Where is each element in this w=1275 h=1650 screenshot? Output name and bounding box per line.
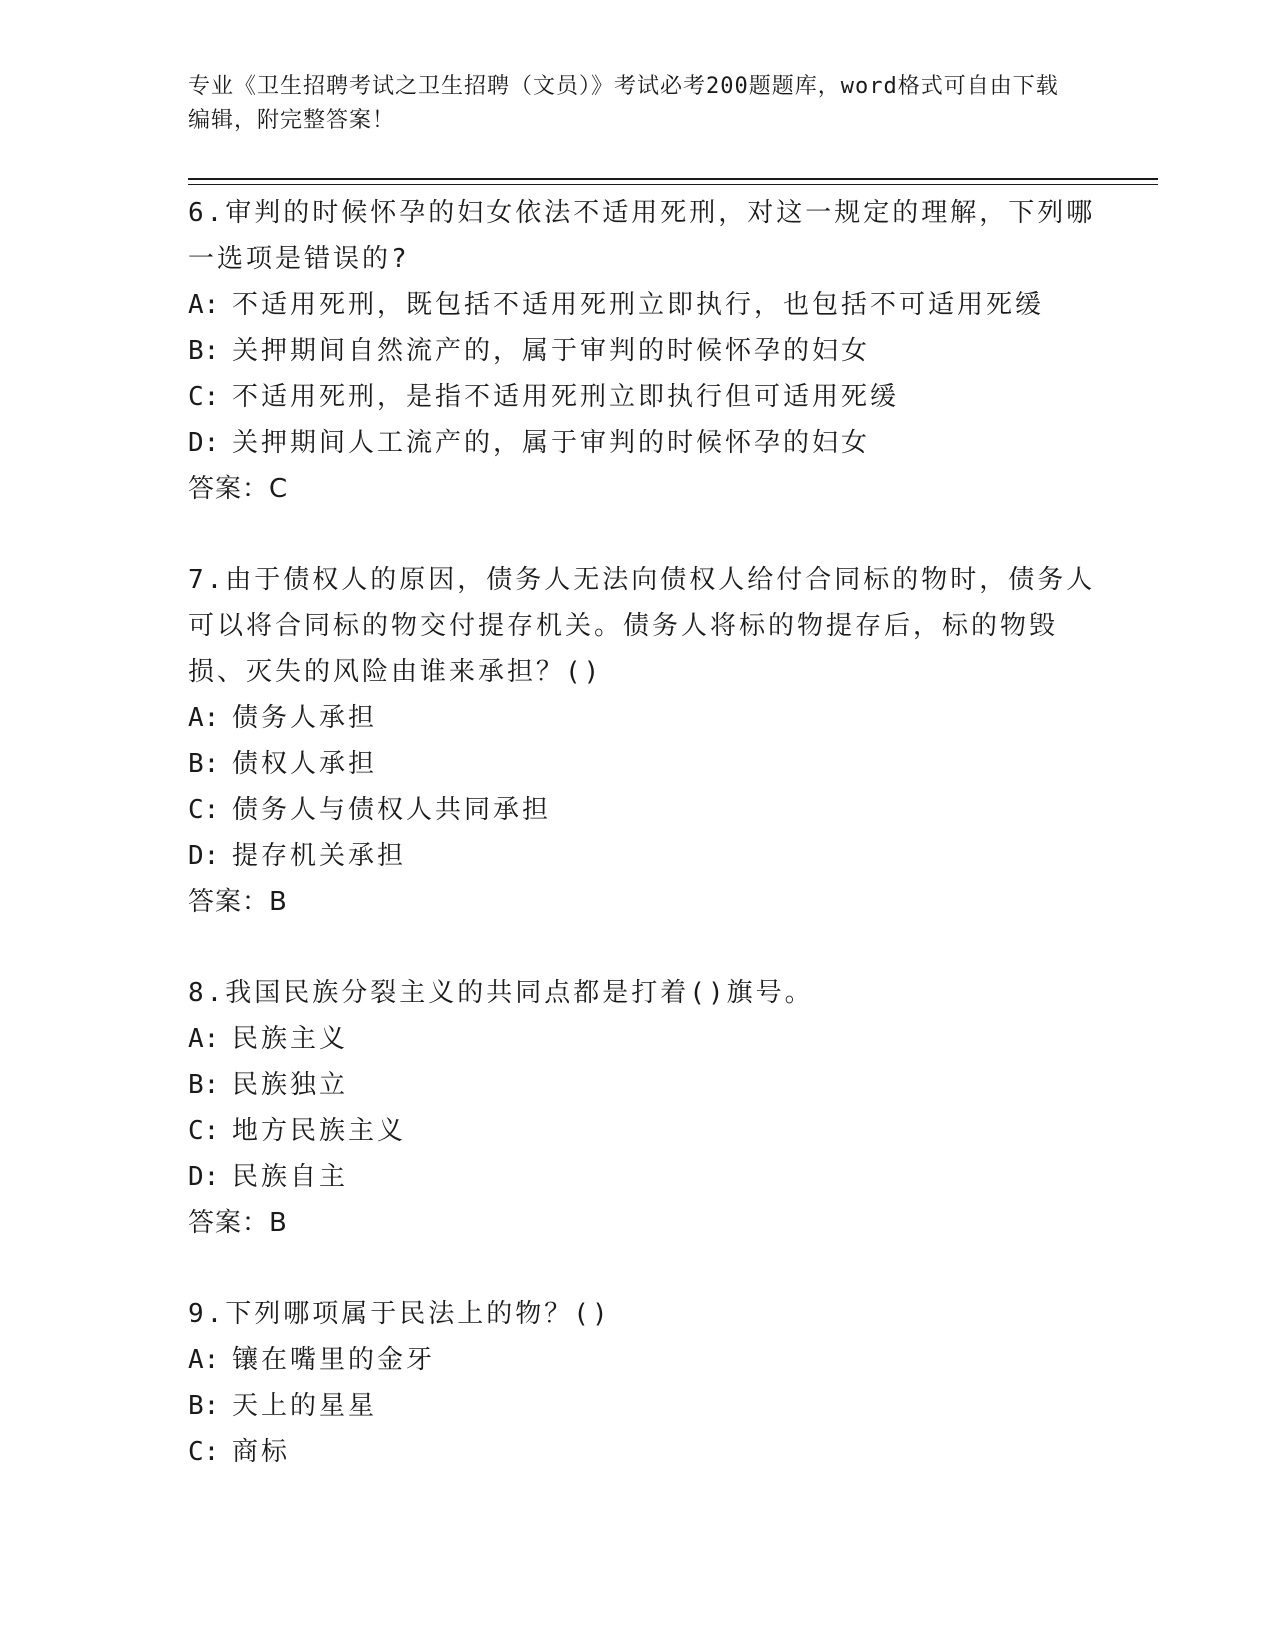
option-b <box>188 1383 1108 1429</box>
option-text: 民族独立 <box>232 1070 349 1100</box>
answer-line: 答案：C <box>188 474 289 504</box>
option-text: 镶在嘴里的金牙 <box>232 1345 436 1375</box>
answer-line: 答案：B <box>188 1208 288 1238</box>
option-d <box>188 1154 1108 1200</box>
option-a <box>188 282 1108 328</box>
option-text: 不适用死刑，既包括不适用死刑立即执行，也包括不可适用死缓 <box>232 290 1045 320</box>
option-d <box>188 833 1108 879</box>
option-text: 天上的星星 <box>232 1391 378 1421</box>
option-list <box>188 1337 1108 1475</box>
answer-line: 答案：B <box>188 887 288 917</box>
option-c <box>188 374 1108 420</box>
option-text: 不适用死刑，是指不适用死刑立即执行但可适用死缓 <box>232 382 900 412</box>
option-letter: D: <box>188 1162 220 1192</box>
option-letter: B: <box>188 336 220 366</box>
document-header: 专业《卫生招聘考试之卫生招聘（文员）》考试必考200题题库，word格式可自由下载编辑，附完整答案！ <box>188 74 1059 133</box>
question-9 <box>188 1291 1108 1475</box>
question-list <box>188 190 1108 1520</box>
option-text: 地方民族主义 <box>232 1116 407 1146</box>
option-letter: C: <box>188 382 220 412</box>
option-list <box>188 695 1108 879</box>
option-text: 关押期间人工流产的，属于审判的时候怀孕的妇女 <box>232 428 871 458</box>
option-letter: C: <box>188 795 220 825</box>
option-c <box>188 1429 1108 1475</box>
option-b <box>188 741 1108 787</box>
option-text: 商标 <box>232 1437 291 1467</box>
question-8 <box>188 970 1108 1246</box>
option-text: 关押期间自然流产的，属于审判的时候怀孕的妇女 <box>232 336 871 366</box>
option-a <box>188 1337 1108 1383</box>
option-letter: B: <box>188 749 220 779</box>
option-text: 民族主义 <box>232 1024 349 1054</box>
option-list <box>188 1016 1108 1200</box>
option-c <box>188 1108 1108 1154</box>
option-a <box>188 695 1108 741</box>
option-letter: C: <box>188 1116 220 1146</box>
option-letter: A: <box>188 1345 220 1375</box>
option-b <box>188 1062 1108 1108</box>
option-letter: C: <box>188 1437 220 1467</box>
question-stem: 8.我国民族分裂主义的共同点都是打着()旗号。 <box>188 978 814 1008</box>
question-6 <box>188 190 1108 512</box>
option-letter: B: <box>188 1070 220 1100</box>
option-text: 债权人承担 <box>232 749 378 779</box>
option-letter: B: <box>188 1391 220 1421</box>
option-a <box>188 1016 1108 1062</box>
option-text: 提存机关承担 <box>232 841 407 871</box>
question-stem: 6.审判的时候怀孕的妇女依法不适用死刑，对这一规定的理解，下列哪一选项是错误的? <box>188 198 1096 274</box>
option-list <box>188 282 1108 466</box>
question-stem: 9.下列哪项属于民法上的物？() <box>188 1299 611 1329</box>
option-text: 民族自主 <box>232 1162 349 1192</box>
option-letter: D: <box>188 428 220 458</box>
option-d <box>188 420 1108 466</box>
question-stem: 7.由于债权人的原因，债务人无法向债权人给付合同标的物时，债务人可以将合同标的物交付提存机关。债务人将标的物提存后，标的物毁损、灭失的风险由谁来承担？() <box>188 565 1096 687</box>
header-divider-thick <box>188 178 1158 180</box>
option-c <box>188 787 1108 833</box>
question-7 <box>188 557 1108 925</box>
option-letter: A: <box>188 1024 220 1054</box>
option-text: 债务人承担 <box>232 703 378 733</box>
option-letter: A: <box>188 290 220 320</box>
option-text: 债务人与债权人共同承担 <box>232 795 552 825</box>
option-letter: A: <box>188 703 220 733</box>
option-letter: D: <box>188 841 220 871</box>
option-b <box>188 328 1108 374</box>
header-divider-thin <box>188 184 1158 185</box>
